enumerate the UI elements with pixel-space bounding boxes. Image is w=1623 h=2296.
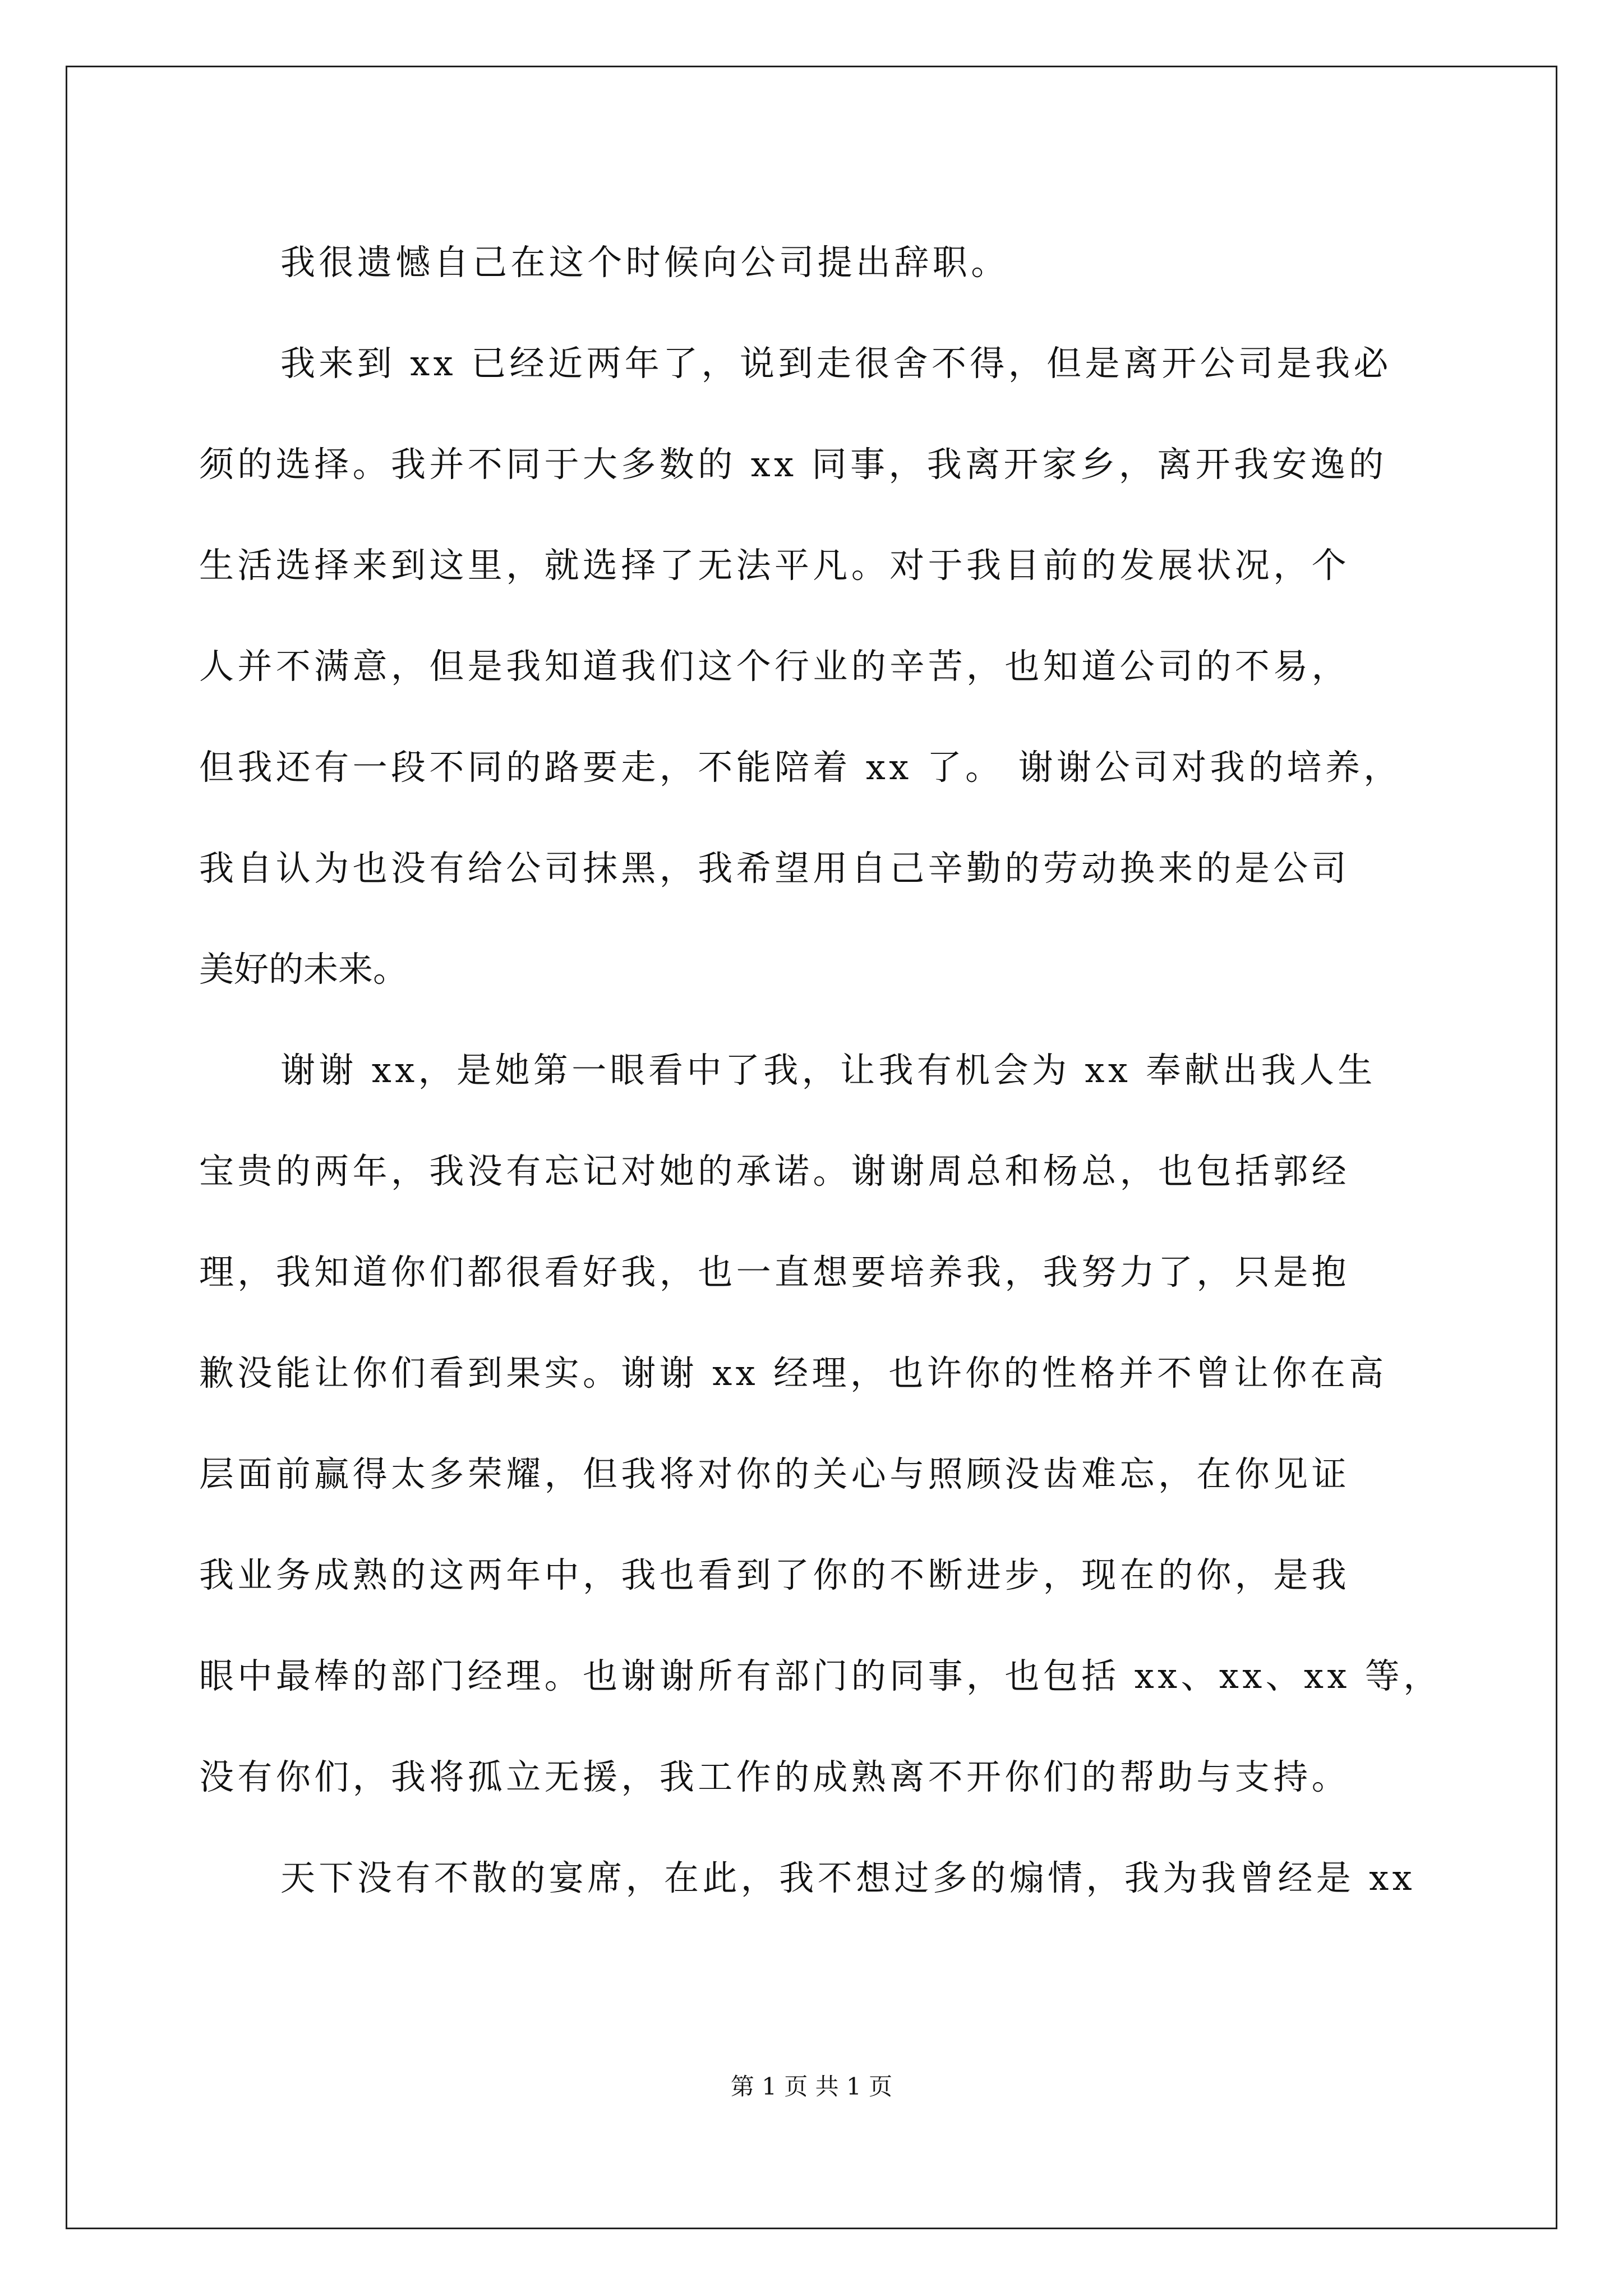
paragraph-line: 天下没有不散的宴席，在此，我不想过多的煽情，我为我曾经是 xx xyxy=(280,1857,1416,1898)
paragraph-line: 人并不满意，但是我知道我们这个行业的辛苦，也知道公司的不易， xyxy=(199,646,1350,687)
paragraph-line: 层面前赢得太多荣耀，但我将对你的关心与照顾没齿难忘，在你见证 xyxy=(199,1453,1350,1494)
paragraph-line: 生活选择来到这里，就选择了无法平凡。对于我目前的发展状况，个 xyxy=(199,545,1350,586)
document-body xyxy=(199,212,1441,1929)
paragraph-line: 我业务成熟的这两年中，我也看到了你的不断进步，现在的你，是我 xyxy=(199,1554,1350,1595)
paragraph-line: 歉没能让你们看到果实。谢谢 xx 经理，也许你的性格并不曾让你在高 xyxy=(199,1352,1387,1393)
paragraph-line: 须的选择。我并不同于大多数的 xx 同事，我离开家乡，离开我安逸的 xyxy=(199,444,1387,485)
paragraph-line: 眼中最棒的部门经理。也谢谢所有部门的同事，也包括 xx、xx、xx 等， xyxy=(199,1655,1442,1696)
paragraph-line: 宝贵的两年，我没有忘记对她的承诺。谢谢周总和杨总，也包括郭经 xyxy=(199,1151,1350,1191)
paragraph-line: 谢谢 xx，是她第一眼看中了我，让我有机会为 xx 奉献出我人生 xyxy=(280,1050,1376,1091)
paragraph-line: 美好的未来。 xyxy=(199,949,408,990)
paragraph-line: 我自认为也没有给公司抹黑，我希望用自己辛勤的劳动换来的是公司 xyxy=(199,848,1350,889)
page-number-label: 第 1 页 共 1 页 xyxy=(730,2073,893,2100)
paragraph-line: 理，我知道你们都很看好我，也一直想要培养我，我努力了，只是抱 xyxy=(199,1251,1350,1292)
page-footer xyxy=(0,2070,1623,2104)
paragraph-line: 我很遗憾自己在这个时候向公司提出辞职。 xyxy=(280,242,1009,283)
paragraph-line: 没有你们，我将孤立无援，我工作的成熟离不开你们的帮助与支持。 xyxy=(199,1756,1350,1797)
paragraph-line: 但我还有一段不同的路要走，不能陪着 xx 了。 谢谢公司对我的培养， xyxy=(199,747,1402,788)
paragraph-line: 我来到 xx 已经近两年了，说到走很舍不得，但是离开公司是我必 xyxy=(280,343,1392,384)
